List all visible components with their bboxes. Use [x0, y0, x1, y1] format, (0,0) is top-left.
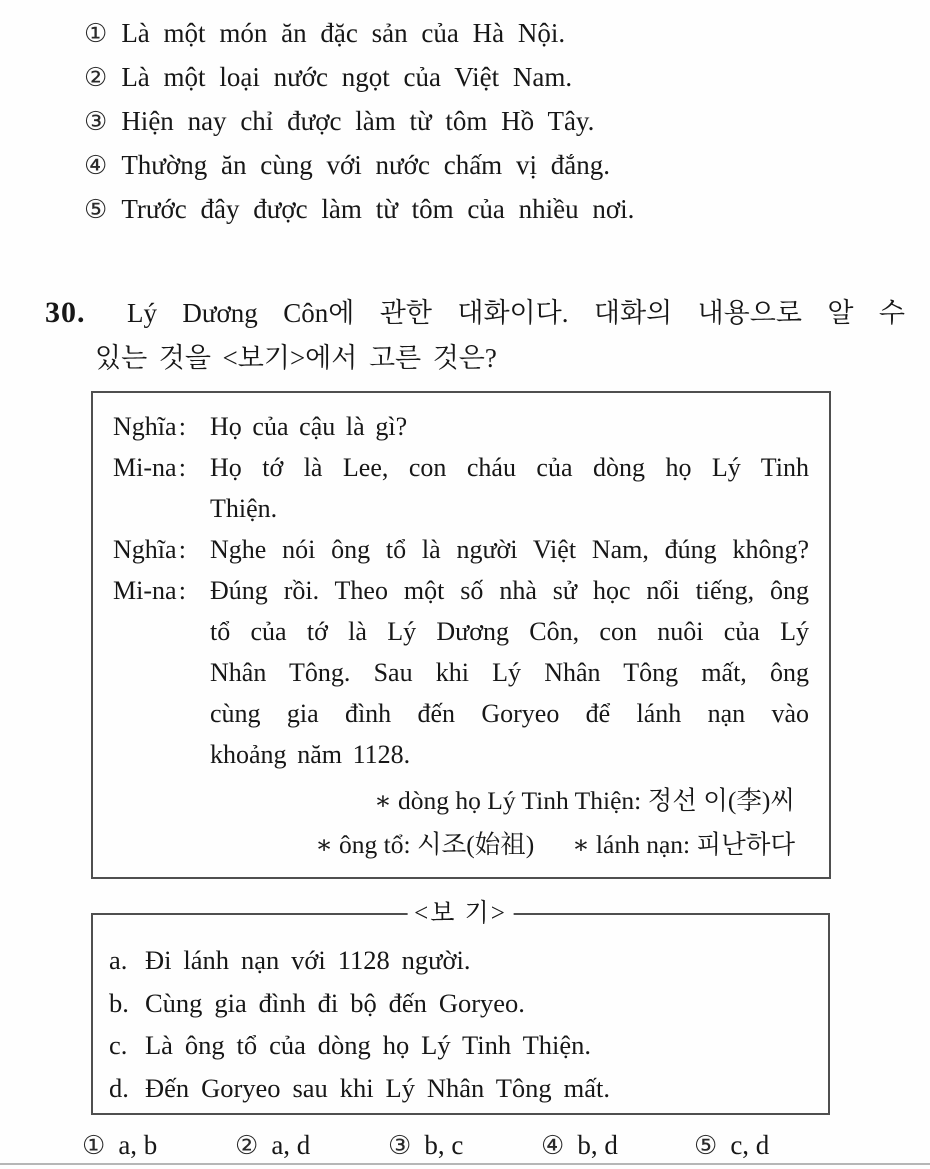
- speech: [210, 529, 809, 570]
- example-box-title: <보 기>: [407, 898, 514, 930]
- speech: [210, 406, 809, 447]
- speech: [210, 570, 809, 775]
- circled-number-5: ⑤: [84, 195, 108, 225]
- dialogue-box: [91, 391, 831, 879]
- example-item: [109, 1024, 810, 1067]
- page-bottom-rule: [0, 1163, 930, 1165]
- option-text: Trước đây được làm từ tôm của nhiều nơi.: [121, 194, 635, 224]
- example-item: [109, 1067, 810, 1110]
- dialogue-line: Thiện.: [210, 494, 278, 523]
- question-line-1: [45, 290, 905, 336]
- circled-number-2: ②: [84, 63, 108, 93]
- dialogue-turn: [113, 529, 809, 570]
- question-text: Lý Dương Côn에 관한 대화이다. 대화의 내용으로 알 수: [126, 298, 905, 328]
- answer-option-2: [235, 1130, 388, 1161]
- speaker-name: Mi-na: [113, 576, 177, 605]
- option-row: [84, 12, 634, 56]
- question-number: 30.: [45, 296, 86, 329]
- answer-option-1: [82, 1130, 235, 1161]
- option-row: [84, 188, 634, 232]
- example-item: [109, 982, 810, 1025]
- speaker-label: [113, 529, 210, 570]
- dialogue-line: Họ của cậu là gì?: [210, 412, 408, 441]
- example-item-text: Đi lánh nạn với 1128 người.: [145, 945, 471, 975]
- option-row: [84, 100, 634, 144]
- answer-option-3: [388, 1130, 541, 1161]
- dialogue-line: khoảng năm 1128.: [210, 740, 411, 769]
- example-item-label-b: b.: [109, 987, 129, 1018]
- answer-pair: b, d: [577, 1130, 618, 1160]
- option-row: [84, 56, 634, 100]
- example-box: [91, 900, 830, 1115]
- dialogue-turn: [113, 447, 809, 529]
- speaker-label: [113, 447, 210, 529]
- answer-pair: a, b: [118, 1130, 158, 1160]
- example-item-text: Đến Goryeo sau khi Lý Nhân Tông mất.: [145, 1072, 610, 1103]
- dialogue-line: cùng gia đình đến Goryeo để lánh nạn vào: [210, 699, 809, 728]
- footnote-2: [113, 823, 795, 867]
- dialogue-line: Nghe nói ông tổ là người Việt Nam, đúng không?: [210, 535, 809, 564]
- option-text: Hiện nay chỉ được làm từ tôm Hồ Tây.: [121, 106, 595, 136]
- speaker-label: [113, 570, 210, 775]
- circled-number-3: ③: [84, 107, 108, 137]
- answer-options-row: [82, 1130, 847, 1161]
- example-item-text: Là ông tổ của dòng họ Lý Tinh Thiện.: [145, 1030, 592, 1060]
- option-row: [84, 144, 634, 188]
- circled-number-1: ①: [82, 1131, 106, 1161]
- option-text: Là một loại nước ngọt của Việt Nam.: [121, 62, 573, 92]
- question-line-2: 있는 것을 <보기>에서 고른 것은?: [95, 343, 497, 373]
- dialogue-line: tổ của tớ là Lý Dương Côn, con nuôi của Lý: [210, 617, 809, 646]
- dialogue-line: Họ tớ là Lee, con cháu của dòng họ Lý Tinh: [210, 453, 809, 482]
- dialogue-line: Đúng rồi. Theo một số nhà sử học nổi tiếng, ông: [210, 576, 809, 605]
- circled-number-3: ③: [388, 1131, 412, 1161]
- circled-number-1: ①: [84, 19, 108, 49]
- circled-number-5: ⑤: [694, 1131, 718, 1161]
- example-item: [109, 939, 810, 982]
- circled-number-4: ④: [541, 1131, 565, 1161]
- speaker-label: [113, 406, 210, 447]
- answer-pair: a, d: [271, 1130, 311, 1160]
- example-item-text: Cùng gia đình đi bộ đến Goryeo.: [145, 987, 525, 1018]
- dialogue-turn: [113, 406, 809, 447]
- option-text: Là một món ăn đặc sản của Hà Nội.: [121, 18, 566, 48]
- dialogue-line: Nhân Tông. Sau khi Lý Nhân Tông mất, ông: [210, 658, 809, 687]
- footnote-1: ∗ dòng họ Lý Tinh Thiện: 정선 이(李)씨: [374, 786, 795, 815]
- footnote-2b: ∗ lánh nạn: 피난하다: [572, 830, 795, 859]
- dialogue-turn: [113, 570, 809, 775]
- top-option-list: [84, 12, 634, 232]
- circled-number-4: ④: [84, 151, 108, 181]
- footnotes: [113, 779, 809, 867]
- speech: [210, 447, 809, 529]
- circled-number-2: ②: [235, 1131, 259, 1161]
- speaker-name: Nghĩa: [113, 535, 177, 564]
- example-item-label-d: d.: [109, 1072, 129, 1103]
- example-item-label-c: c.: [109, 1030, 128, 1060]
- example-item-label-a: a.: [109, 945, 128, 975]
- option-text: Thường ăn cùng với nước chấm vị đắng.: [121, 150, 610, 180]
- answer-pair: c, d: [730, 1130, 770, 1160]
- answer-option-4: [541, 1130, 694, 1161]
- answer-option-5: [694, 1130, 847, 1161]
- question-30: [45, 290, 905, 380]
- footnote-2a: ∗ ông tổ: 시조(始祖): [315, 830, 535, 859]
- speaker-name: Mi-na: [113, 453, 177, 482]
- speaker-name: Nghĩa: [113, 412, 177, 441]
- answer-pair: b, c: [424, 1130, 464, 1160]
